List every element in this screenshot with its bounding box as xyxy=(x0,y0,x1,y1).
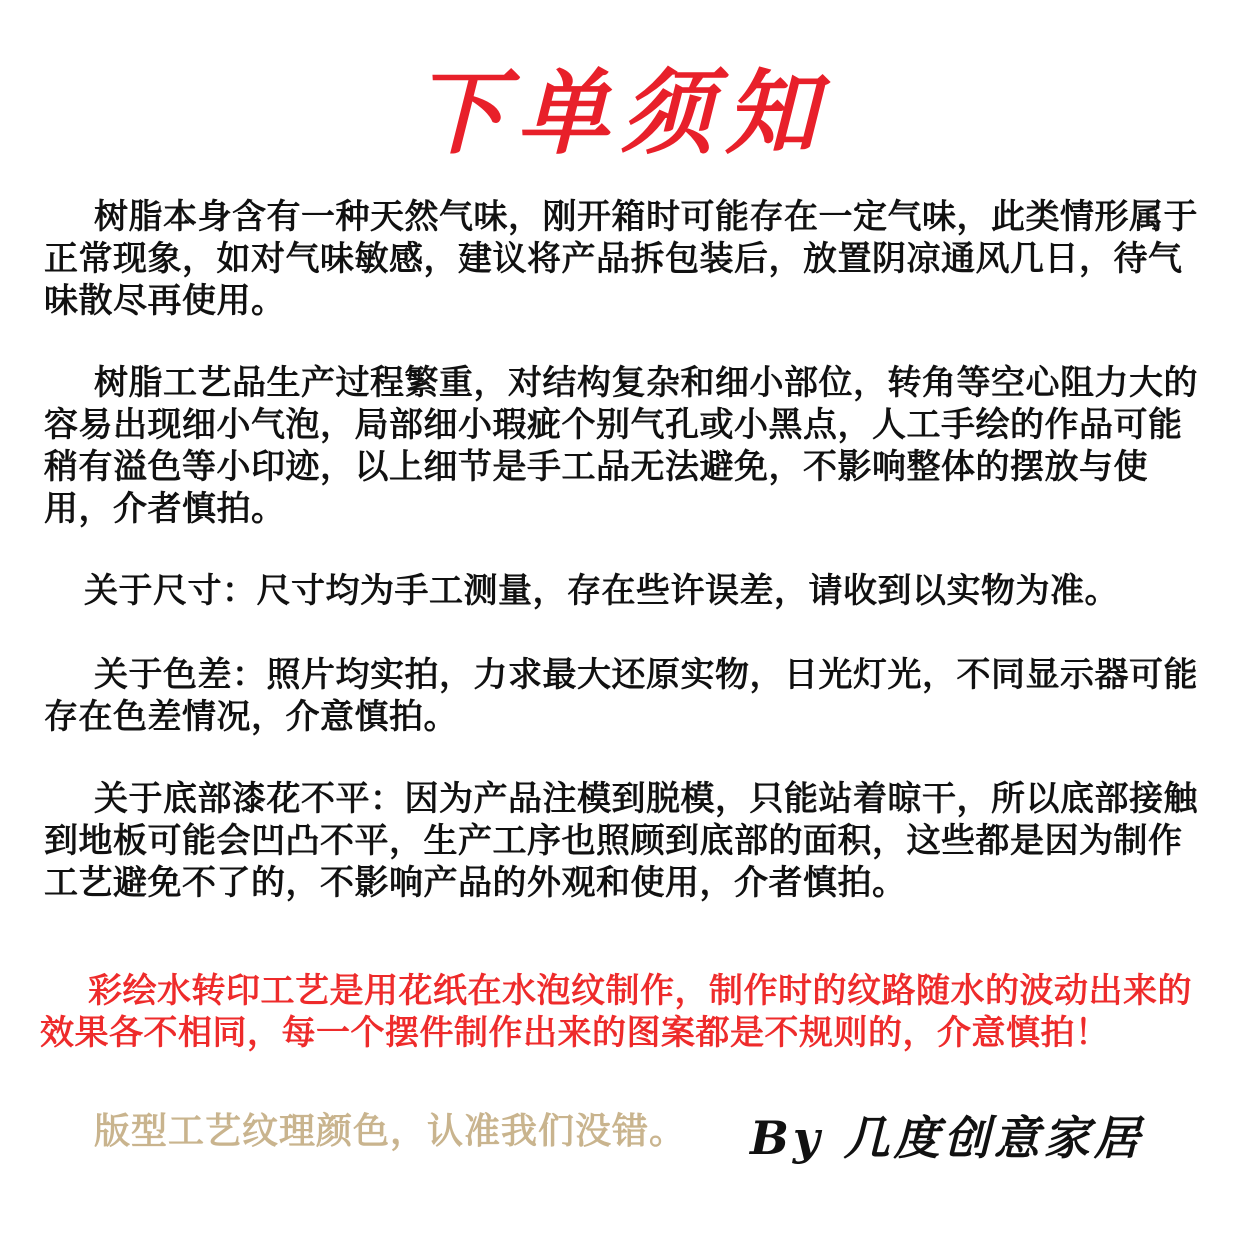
water-transfer-notice: 彩绘水转印工艺是用花纸在水泡纹制作，制作时的纹路随水的波动出来的效果各不相同，每一个摆件制作出来的图案都是不规则的，介意慎拍！ xyxy=(40,971,1192,1053)
page-title: 下单须知 xyxy=(412,59,829,167)
brand-signature: By 几度创意家居 xyxy=(750,1111,1144,1165)
odor-notice: 树脂本身含有一种天然气味，刚开箱时可能存在一定气味，此类情形属于正常现象，如对气味敏感，建议将产品拆包装后，放置阴凉通风几日，待气味散尽再使用。 xyxy=(44,197,1198,321)
size-notice: 关于尺寸：尺寸均为手工测量，存在些许误差，请收到以实物为准。 xyxy=(84,571,1119,611)
bottom-notice: 关于底部漆花不平：因为产品注模到脱模，只能站着晾干，所以底部接触到地板可能会凹凸不平，生产工序也照顾到底部的面积，这些都是因为制作工艺避免不了的，不影响产品的外观和使用，介者慎拍。 xyxy=(44,779,1198,903)
slogan: 版型工艺纹理颜色，认准我们没错。 xyxy=(94,1111,687,1152)
color-difference-notice: 关于色差：照片均实拍，力求最大还原实物，日光灯光，不同显示器可能存在色差情况，介意慎拍。 xyxy=(44,655,1198,737)
process-notice: 树脂工艺品生产过程繁重，对结构复杂和细小部位，转角等空心阻力大的容易出现细小气泡，局部细小瑕疵个别气孔或小黑点，人工手绘的作品可能稍有溢色等小印迹，以上细节是手工品无法避免，不影响整体的摆放与使用，介者慎拍。 xyxy=(44,363,1198,529)
